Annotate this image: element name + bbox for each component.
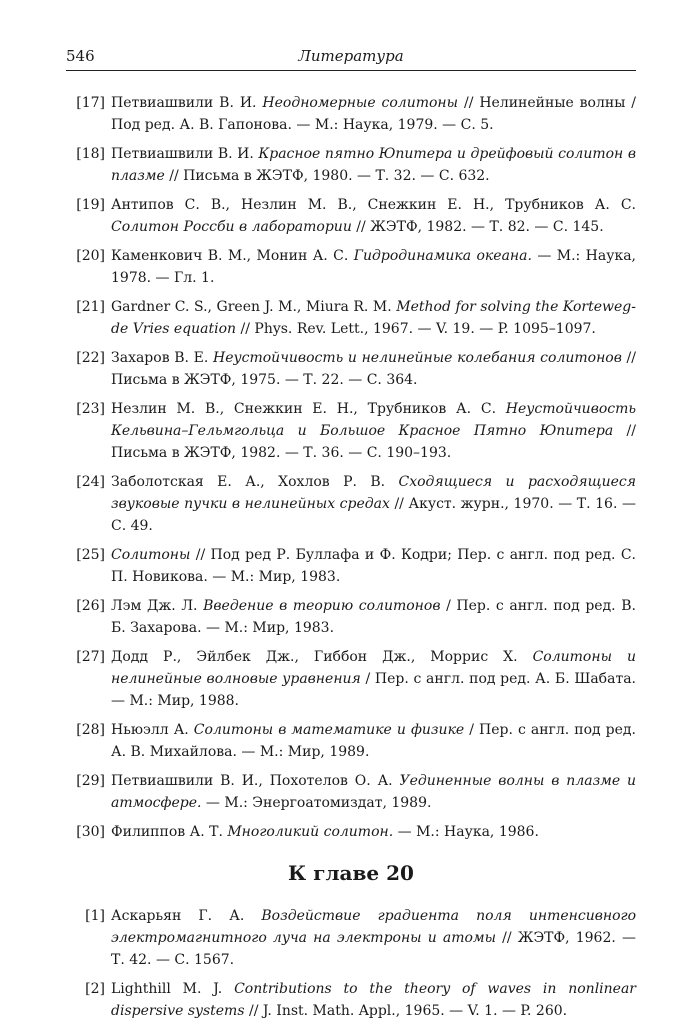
reference-authors: Ньюэлл А. bbox=[111, 722, 189, 738]
reference-number: [30] bbox=[76, 824, 105, 840]
reference-title: Гидродинамика океана. bbox=[353, 248, 532, 264]
reference-entry bbox=[66, 544, 636, 588]
reference-title: Сходящиеся и расходящиеся звуковые пучки в нелинейных средах bbox=[111, 474, 636, 512]
reference-number: [25] bbox=[76, 547, 105, 563]
reference-source: // Письма в ЖЭТФ, 1980. — Т. 32. — С. 632. bbox=[164, 168, 490, 184]
reference-title: Неустойчивость Кельвина–Гельмгольца и Большое Красное Пятно Юпитера bbox=[111, 401, 637, 439]
reference-source: // Письма в ЖЭТФ, 1975. — Т. 22. — С. 364. bbox=[111, 350, 636, 388]
reference-authors: Петвиашвили В. И. bbox=[111, 95, 257, 111]
reference-authors: Филиппов А. Т. bbox=[111, 824, 223, 840]
reference-title: Солитон Россби в лаборатории bbox=[111, 219, 352, 235]
reference-number: [22] bbox=[76, 350, 105, 366]
reference-title: Введение в теорию солитонов bbox=[203, 598, 441, 614]
reference-text bbox=[111, 245, 636, 289]
reference-entry bbox=[66, 143, 636, 187]
reference-text bbox=[111, 719, 636, 763]
reference-title: Неустойчивость и нелинейные колебания солитонов bbox=[213, 350, 622, 366]
reference-authors: Антипов С. В., Незлин М. В., Снежкин Е. Н., Трубников А. С. bbox=[111, 197, 636, 213]
reference-source: // Письма в ЖЭТФ, 1982. — Т. 36. — С. 190–193. bbox=[111, 423, 636, 461]
reference-number: [26] bbox=[76, 598, 105, 614]
page-header bbox=[66, 44, 636, 71]
references-chapter-20 bbox=[66, 905, 636, 1022]
reference-number: [29] bbox=[76, 773, 105, 789]
reference-title: Method for solving the Korteweg-de Vries equation bbox=[111, 299, 636, 337]
reference-number: [28] bbox=[76, 722, 105, 738]
reference-number: [27] bbox=[76, 649, 105, 665]
reference-entry bbox=[66, 595, 636, 639]
reference-authors: Lighthill M. J. bbox=[111, 981, 223, 997]
reference-authors: Gardner C. S., Green J. M., Miura R. M. bbox=[111, 299, 392, 315]
reference-list bbox=[66, 92, 636, 1029]
reference-entry bbox=[66, 398, 636, 464]
reference-entry bbox=[66, 770, 636, 814]
reference-source: / Пер. с англ. под ред. В. Б. Захарова. — М.: Мир, 1983. bbox=[111, 598, 636, 636]
reference-title: Contributions to the theory of waves in nonlinear dispersive systems bbox=[111, 981, 636, 1019]
references-chapter-19 bbox=[66, 92, 636, 843]
reference-title: Уединенные волны в плазме и атмосфере. bbox=[111, 773, 636, 811]
reference-source: — М.: Энергоатомиздат, 1989. bbox=[201, 795, 432, 811]
reference-text bbox=[111, 646, 636, 712]
reference-source: // Phys. Rev. Lett., 1967. — V. 19. — P. 1095–1097. bbox=[236, 321, 596, 337]
reference-number: [20] bbox=[76, 248, 105, 264]
reference-text bbox=[111, 595, 636, 639]
reference-source: // Под ред Р. Буллафа и Ф. Кодри; Пер. с англ. под ред. С. П. Новикова. — М.: Мир, 1983. bbox=[111, 547, 636, 585]
reference-title: Солитоны и нелинейные волновые уравнения bbox=[111, 649, 636, 687]
reference-source: — М.: Наука, 1978. — Гл. 1. bbox=[111, 248, 637, 286]
reference-text bbox=[111, 347, 636, 391]
reference-entry bbox=[66, 978, 636, 1022]
reference-text bbox=[111, 143, 636, 187]
reference-title: Воздействие градиента поля интенсивного электромагнитного луча на электроны и атомы bbox=[111, 908, 637, 946]
reference-source: — М.: Наука, 1986. bbox=[393, 824, 539, 840]
reference-text bbox=[111, 978, 636, 1022]
reference-number: [19] bbox=[76, 197, 105, 213]
reference-source: / Пер. с англ. под ред. А. Б. Шабата. — М.: Мир, 1988. bbox=[111, 671, 637, 709]
reference-source: // ЖЭТФ, 1962. — Т. 42. — С. 1567. bbox=[111, 930, 636, 968]
reference-source: // Акуст. журн., 1970. — Т. 16. — С. 49. bbox=[111, 496, 636, 534]
reference-number: [24] bbox=[76, 474, 105, 490]
reference-text bbox=[111, 544, 636, 588]
section-heading: К главе 20 bbox=[288, 861, 414, 885]
reference-text bbox=[111, 194, 636, 238]
reference-text bbox=[111, 770, 636, 814]
reference-authors: Каменкович В. М., Монин А. С. bbox=[111, 248, 349, 264]
reference-source: // ЖЭТФ, 1982. — Т. 82. — С. 145. bbox=[351, 219, 604, 235]
reference-number: [23] bbox=[76, 401, 105, 417]
reference-authors: Лэм Дж. Л. bbox=[111, 598, 198, 614]
running-title: Литература bbox=[298, 47, 404, 65]
reference-number: [21] bbox=[76, 299, 105, 315]
reference-entry bbox=[66, 347, 636, 391]
reference-number: [2] bbox=[85, 981, 105, 997]
reference-authors: Петвиашвили В. И., Похотелов О. А. bbox=[111, 773, 393, 789]
reference-authors: Додд Р., Эйлбек Дж., Гиббон Дж., Моррис Х. bbox=[111, 649, 518, 665]
reference-text bbox=[111, 905, 636, 971]
reference-text bbox=[111, 471, 636, 537]
reference-title: Многоликий солитон. bbox=[227, 824, 394, 840]
reference-entry bbox=[66, 92, 636, 136]
reference-authors: Незлин М. В., Снежкин Е. Н., Трубников А. С. bbox=[111, 401, 497, 417]
reference-entry bbox=[66, 821, 636, 843]
reference-authors: Заболотская Е. А., Хохлов Р. В. bbox=[111, 474, 386, 490]
reference-text bbox=[111, 398, 636, 464]
reference-authors: Аскарьян Г. А. bbox=[111, 908, 245, 924]
reference-title: Красное пятно Юпитера и дрейфовый солитон в плазме bbox=[111, 146, 637, 184]
reference-source: // Нелинейные волны / Под ред. А. В. Гапонова. — М.: Наука, 1979. — С. 5. bbox=[111, 95, 636, 133]
reference-entry bbox=[66, 905, 636, 971]
reference-text bbox=[111, 821, 636, 843]
reference-entry bbox=[66, 245, 636, 289]
reference-entry bbox=[66, 646, 636, 712]
reference-source: / Пер. с англ. под ред. А. В. Михайлова. — М.: Мир, 1989. bbox=[111, 722, 636, 760]
reference-authors: Петвиашвили В. И. bbox=[111, 146, 254, 162]
reference-title: Солитоны bbox=[111, 547, 191, 563]
reference-number: [17] bbox=[76, 95, 105, 111]
reference-text bbox=[111, 92, 636, 136]
reference-number: [1] bbox=[85, 908, 105, 924]
reference-title: Солитоны в математике и физике bbox=[193, 722, 465, 738]
reference-entry bbox=[66, 471, 636, 537]
reference-entry bbox=[66, 296, 636, 340]
reference-title: Неодномерные солитоны bbox=[262, 95, 459, 111]
page-number: 546 bbox=[66, 47, 95, 65]
reference-entry bbox=[66, 194, 636, 238]
reference-text bbox=[111, 296, 636, 340]
reference-source: // J. Inst. Math. Appl., 1965. — V. 1. — P. 260. bbox=[244, 1003, 568, 1019]
reference-authors: Захаров В. Е. bbox=[111, 350, 209, 366]
reference-entry bbox=[66, 719, 636, 763]
reference-number: [18] bbox=[76, 146, 105, 162]
